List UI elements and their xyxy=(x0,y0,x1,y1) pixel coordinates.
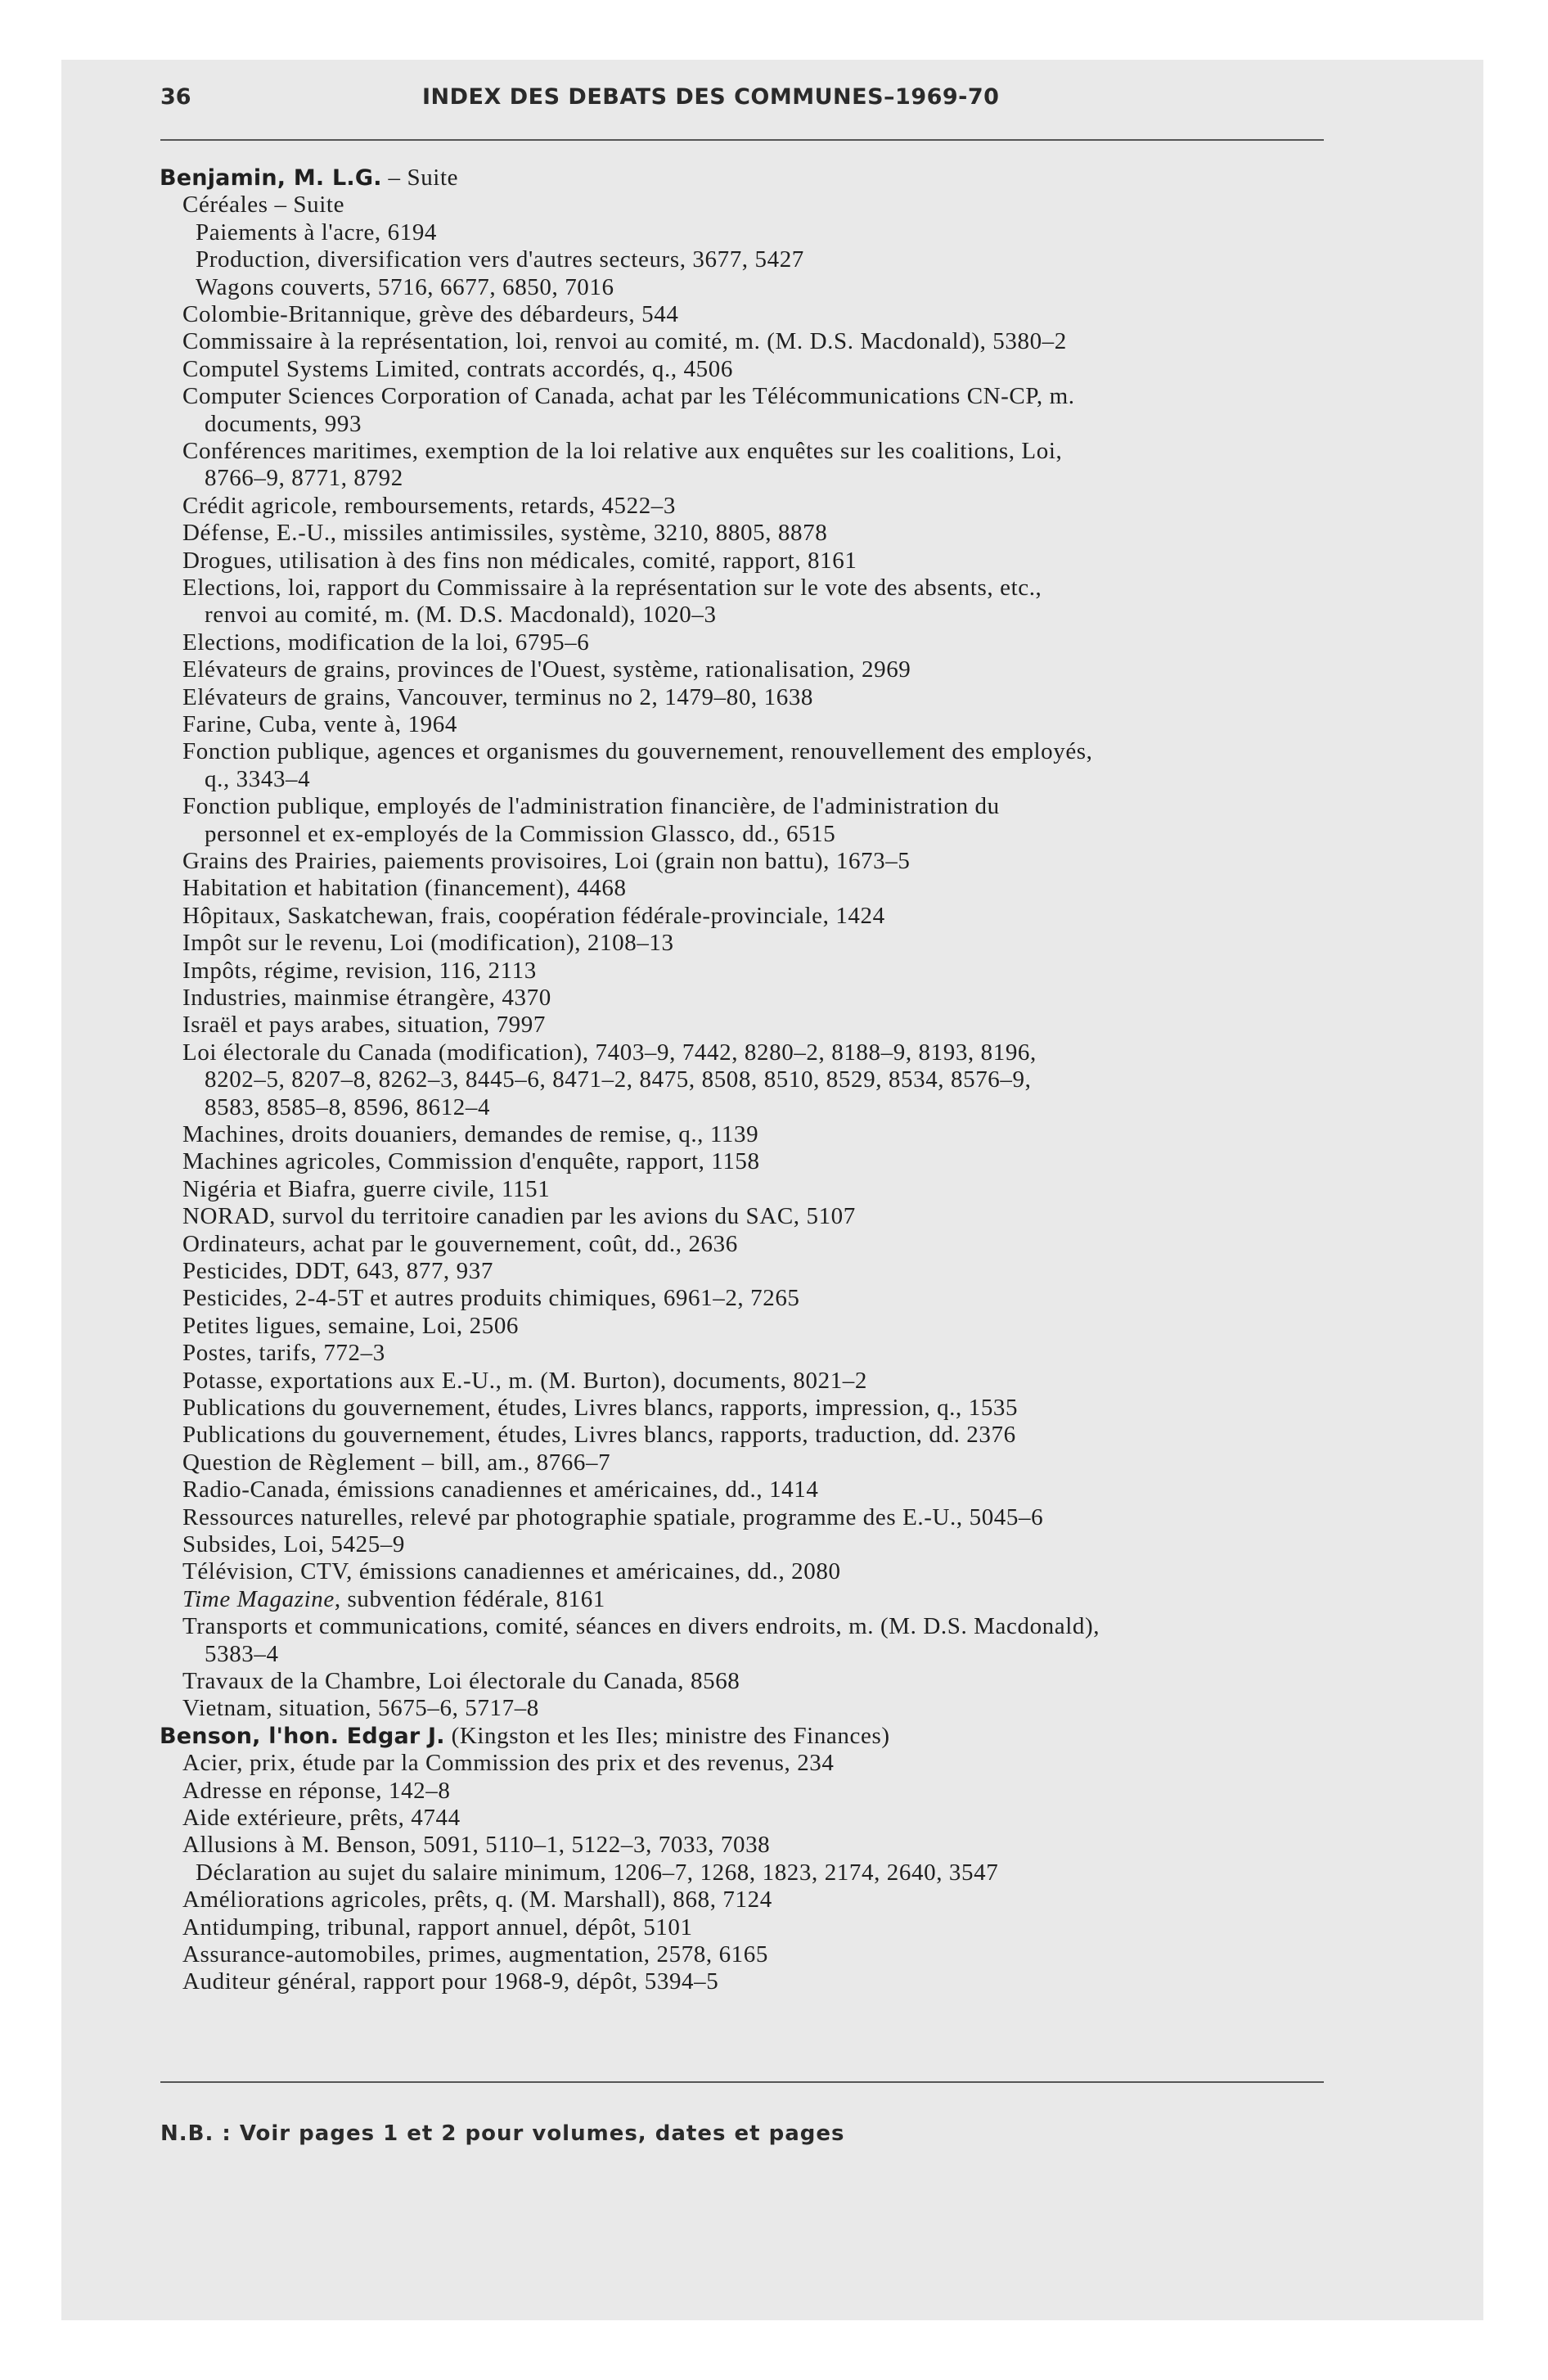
entry-text: Publications du gouvernement, études, Livres blancs, rapports, traduction, dd. 2376 xyxy=(182,1422,1016,1449)
index-heading xyxy=(160,1722,890,1751)
entry-text: Hôpitaux, Saskatchewan, frais, coopération fédérale-provinciale, 1424 xyxy=(182,902,885,929)
index-entry xyxy=(205,820,835,848)
entry-text: Améliorations agricoles, prêts, q. (M. Marshall), 868, 7124 xyxy=(182,1886,772,1913)
index-entry xyxy=(182,1612,1100,1640)
entry-text: Paiements à l'acre, 6194 xyxy=(196,219,438,246)
entry-text: Israël et pays arabes, situation, 7997 xyxy=(182,1012,546,1039)
index-entry xyxy=(182,1476,819,1503)
index-entry xyxy=(205,1093,490,1121)
index-entry xyxy=(182,191,344,219)
entry-text: Habitation et habitation (financement), 4468 xyxy=(182,875,627,902)
page-title: INDEX DES DEBATS DES COMMUNES–1969-70 xyxy=(422,84,1000,110)
entry-text: Publications du gouvernement, études, Livres blancs, rapports, impression, q., 1535 xyxy=(182,1395,1019,1421)
entry-text: Acier, prix, étude par la Commission des prix et des revenus, 234 xyxy=(182,1750,835,1777)
entry-text: Computel Systems Limited, contrats accordés, q., 4506 xyxy=(182,355,733,382)
entry-text: Subsides, Loi, 5425–9 xyxy=(182,1531,405,1557)
index-entry xyxy=(196,246,804,273)
index-entry xyxy=(182,1777,450,1805)
index-entry xyxy=(182,1202,856,1230)
footer-rule xyxy=(160,2081,1324,2083)
index-entry xyxy=(182,1694,539,1722)
index-entry xyxy=(182,1147,760,1175)
index-entry xyxy=(182,1175,550,1203)
index-entry xyxy=(182,1913,693,1941)
index-entry xyxy=(182,1367,867,1395)
index-entry xyxy=(182,1749,835,1777)
index-entry xyxy=(205,1066,1031,1093)
index-entry xyxy=(182,1804,461,1832)
entry-name: Benjamin, M. L.G. xyxy=(160,165,382,191)
index-entry xyxy=(182,874,627,902)
index-entry xyxy=(182,1968,718,1995)
index-entry xyxy=(182,957,537,985)
index-entry xyxy=(205,410,362,438)
entry-text: Elévateurs de grains, Vancouver, terminus no 2, 1479–80, 1638 xyxy=(182,683,814,710)
index-entry xyxy=(182,1449,610,1476)
entry-text: Travaux de la Chambre, Loi électorale du Canada, 8568 xyxy=(182,1668,740,1694)
entry-text: Machines, droits douaniers, demandes de remise, q., 1139 xyxy=(182,1121,759,1147)
entry-text: Farine, Cuba, vente à, 1964 xyxy=(182,711,457,737)
index-entry xyxy=(205,1640,279,1668)
entry-text: personnel et ex-employés de la Commission Glassco, dd., 6515 xyxy=(205,820,836,847)
index-entry xyxy=(182,1284,800,1312)
entry-text: documents, 993 xyxy=(205,410,362,437)
index-entry xyxy=(182,327,1067,355)
index-entry xyxy=(182,847,910,875)
index-entry xyxy=(182,1120,758,1148)
entry-text: Adresse en réponse, 142–8 xyxy=(182,1777,451,1804)
entry-text: Radio-Canada, émissions canadiennes et américaines, dd., 1414 xyxy=(182,1476,819,1503)
header-rule xyxy=(160,139,1324,141)
entry-text: Antidumping, tribunal, rapport annuel, dépôt, 5101 xyxy=(182,1913,693,1941)
index-entry xyxy=(182,1039,1037,1066)
index-entry xyxy=(182,1530,405,1558)
entry-text: Time Magazine xyxy=(182,1585,335,1612)
entry-text: Conférences maritimes, exemption de la loi relative aux enquêtes sur les coalitions, Loi, xyxy=(182,438,1063,464)
index-entry xyxy=(182,656,911,683)
index-entry xyxy=(182,547,857,575)
entry-text: Question de Règlement – bill, am., 8766–7 xyxy=(182,1449,611,1476)
index-entry xyxy=(182,737,1093,765)
entry-text: Ressources naturelles, relevé par photographie spatiale, programme des E.-U., 5045–6 xyxy=(182,1503,1044,1530)
entry-text: NORAD, survol du territoire canadien par les avions du SAC, 5107 xyxy=(182,1203,856,1230)
entry-text: Elections, loi, rapport du Commissaire à la représentation sur le vote des absents, etc., xyxy=(182,575,1042,601)
index-entry xyxy=(182,1585,605,1613)
entry-text: Wagons couverts, 5716, 6677, 6850, 7016 xyxy=(196,273,614,300)
entry-text: 8766–9, 8771, 8792 xyxy=(205,465,403,492)
index-entry xyxy=(182,1312,519,1340)
entry-text: Télévision, CTV, émissions canadiennes et américaines, dd., 2080 xyxy=(182,1558,841,1585)
index-entry xyxy=(182,1011,546,1039)
entry-text: 8583, 8585–8, 8596, 8612–4 xyxy=(205,1093,491,1120)
page-number: 36 xyxy=(160,84,191,110)
index-entry xyxy=(182,1557,841,1585)
entry-continuation: – Suite xyxy=(381,165,459,191)
entry-text: q., 3343–4 xyxy=(205,765,311,792)
index-entry xyxy=(182,984,551,1012)
index-entry xyxy=(182,355,733,383)
index-entry xyxy=(182,300,678,328)
entry-text: Aide extérieure, prêts, 4744 xyxy=(182,1805,461,1831)
index-entry xyxy=(196,219,437,246)
entry-text: 8202–5, 8207–8, 8262–3, 8445–6, 8471–2, 8475, 8508, 8510, 8529, 8534, 8576–9, xyxy=(205,1066,1032,1093)
entry-text: Impôt sur le revenu, Loi (modification), 2108–13 xyxy=(182,930,674,957)
index-entry xyxy=(205,464,403,492)
entry-text: Petites ligues, semaine, Loi, 2506 xyxy=(182,1312,520,1339)
entry-text: Pesticides, DDT, 643, 877, 937 xyxy=(182,1258,493,1284)
index-entry xyxy=(182,1339,385,1367)
index-entry xyxy=(182,1421,1016,1449)
entry-text: Drogues, utilisation à des fins non médicales, comité, rapport, 8161 xyxy=(182,547,857,574)
entry-text: Fonction publique, agences et organismes du gouvernement, renouvellement des employés, xyxy=(182,738,1093,765)
entry-text: Grains des Prairies, paiements provisoires, Loi (grain non battu), 1673–5 xyxy=(182,848,911,874)
entry-continuation: , subvention fédérale, 8161 xyxy=(334,1585,605,1612)
index-entry xyxy=(196,1859,998,1886)
index-entry xyxy=(182,792,1000,820)
index-entry xyxy=(205,601,717,629)
page-header xyxy=(160,84,1322,125)
index-entry xyxy=(182,929,674,957)
index-entry xyxy=(182,1394,1018,1422)
entry-text: Vietnam, situation, 5675–6, 5717–8 xyxy=(182,1695,539,1722)
index-entry xyxy=(182,683,813,711)
footer-note: N.B. : Voir pages 1 et 2 pour volumes, dates et pages xyxy=(160,2121,845,2146)
index-entry xyxy=(182,1230,738,1258)
entry-text: Impôts, régime, revision, 116, 2113 xyxy=(182,957,537,984)
index-entry xyxy=(182,1257,493,1285)
entry-continuation: (Kingston et les Iles; ministre des Finances) xyxy=(444,1722,890,1749)
entry-text: Commissaire à la représentation, loi, renvoi au comité, m. (M. D.S. Macdonald), 5380–2 xyxy=(182,328,1067,355)
entry-text: Fonction publique, employés de l'administration financière, de l'administration du xyxy=(182,793,1000,820)
index-entry xyxy=(182,710,457,738)
entry-text: Ordinateurs, achat par le gouvernement, coût, dd., 2636 xyxy=(182,1230,738,1257)
entry-text: Assurance-automobiles, primes, augmentation, 2578, 6165 xyxy=(182,1941,768,1968)
entry-text: Allusions à M. Benson, 5091, 5110–1, 5122–3, 7033, 7038 xyxy=(182,1832,771,1859)
index-entry xyxy=(182,492,676,520)
index-entry xyxy=(182,1886,772,1913)
entry-text: Postes, tarifs, 772–3 xyxy=(182,1340,385,1367)
entry-text: Elections, modification de la loi, 6795–6 xyxy=(182,629,590,656)
entry-text: Crédit agricole, remboursements, retards, 4522–3 xyxy=(182,492,676,519)
index-entry xyxy=(182,1831,770,1859)
entry-name: Benson, l'hon. Edgar J. xyxy=(160,1723,445,1749)
index-entry xyxy=(182,574,1042,602)
index-entry xyxy=(182,519,827,547)
index-entry xyxy=(205,765,310,793)
entry-text: Défense, E.-U., missiles antimissiles, système, 3210, 8805, 8878 xyxy=(182,520,828,547)
entry-text: Production, diversification vers d'autres secteurs, 3677, 5427 xyxy=(196,246,804,273)
index-heading xyxy=(160,164,458,192)
entry-text: Nigéria et Biafra, guerre civile, 1151 xyxy=(182,1175,551,1202)
index-entry xyxy=(182,629,589,656)
index-entry xyxy=(196,273,614,301)
entry-text: Computer Sciences Corporation of Canada, achat par les Télécommunications CN-CP, m. xyxy=(182,383,1075,410)
entry-text: Céréales – Suite xyxy=(182,192,345,219)
entry-text: Transports et communications, comité, séances en divers endroits, m. (M. D.S. Macdonald), xyxy=(182,1613,1100,1640)
index-entry xyxy=(182,437,1062,465)
entry-text: renvoi au comité, m. (M. D.S. Macdonald), 1020–3 xyxy=(205,602,717,629)
entry-text: Colombie-Britannique, grève des débardeurs, 544 xyxy=(182,301,679,327)
entry-text: Elévateurs de grains, provinces de l'Ouest, système, rationalisation, 2969 xyxy=(182,656,911,683)
entry-text: Industries, mainmise étrangère, 4370 xyxy=(182,985,551,1011)
entry-text: 5383–4 xyxy=(205,1640,279,1667)
entry-text: Machines agricoles, Commission d'enquête, rapport, 1158 xyxy=(182,1148,760,1175)
entry-text: Auditeur général, rapport pour 1968-9, dépôt, 5394–5 xyxy=(182,1968,719,1995)
index-entry xyxy=(182,1941,768,1968)
entry-text: Loi électorale du Canada (modification), 7403–9, 7442, 8280–2, 8188–9, 8193, 8196, xyxy=(182,1039,1037,1066)
index-entry xyxy=(182,1503,1043,1531)
index-entry xyxy=(182,902,885,930)
index-entry xyxy=(182,382,1075,410)
entry-text: Potasse, exportations aux E.-U., m. (M. Burton), documents, 8021–2 xyxy=(182,1367,868,1394)
entry-text: Déclaration au sujet du salaire minimum, 1206–7, 1268, 1823, 2174, 2640, 3547 xyxy=(196,1859,999,1886)
index-entry xyxy=(182,1667,740,1695)
entry-text: Pesticides, 2-4-5T et autres produits chimiques, 6961–2, 7265 xyxy=(182,1285,800,1312)
